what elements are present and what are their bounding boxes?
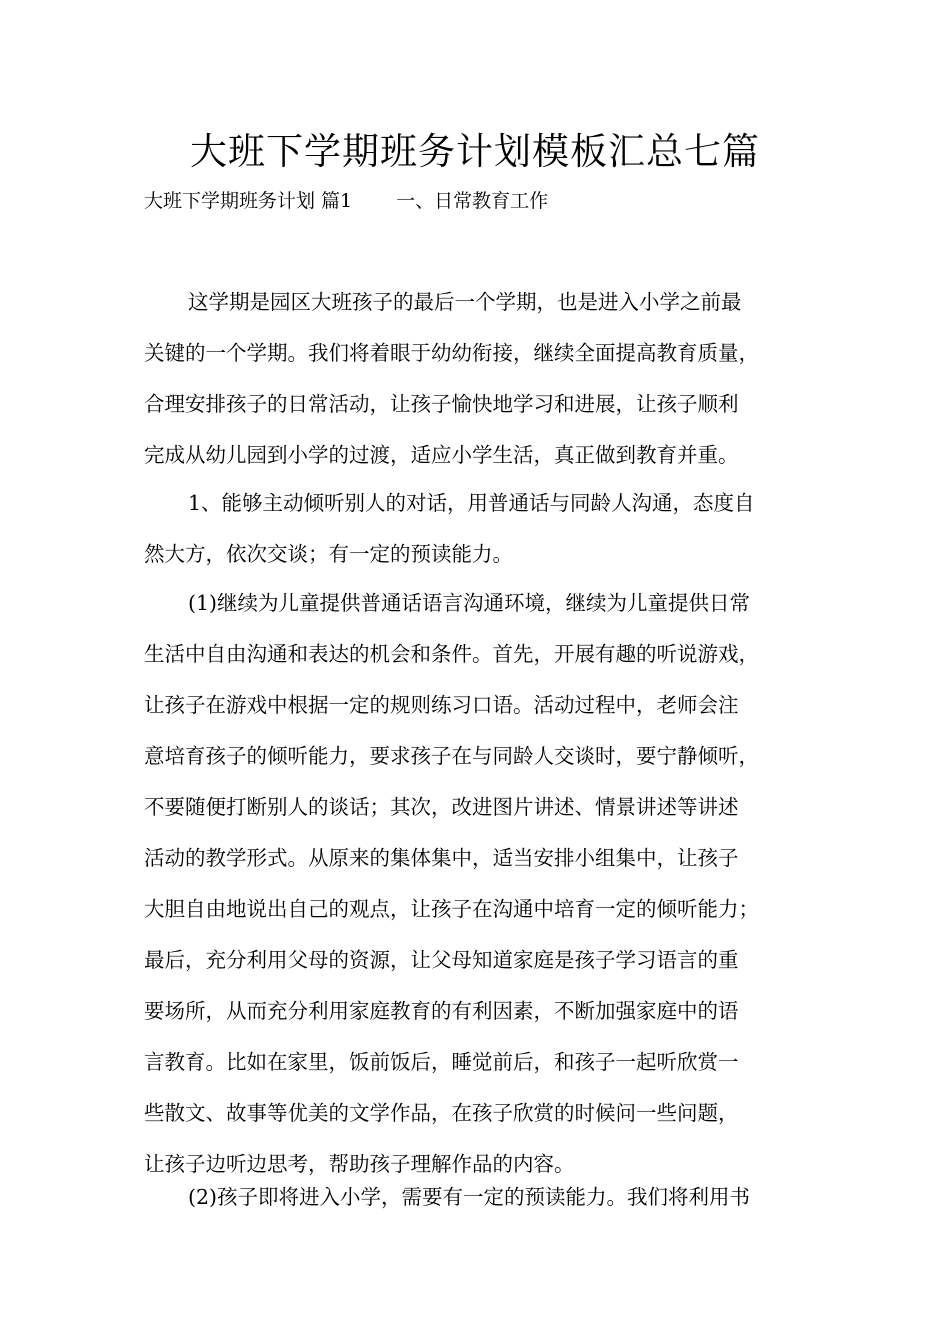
plan-subtitle: 大班下学期班务计划 篇1	[144, 190, 353, 212]
paragraph-line: 不要随便打断别人的谈话；其次，改进图片讲述、情景讲述等讲述	[144, 795, 739, 819]
paragraph-line: 要场所，从而充分利用家庭教育的有利因素，不断加强家庭中的语	[144, 999, 739, 1023]
paragraph-line: 合理安排孩子的日常活动，让孩子愉快地学习和进展，让孩子顺利	[144, 392, 739, 416]
paragraph-line: 言教育。比如在家里，饭前饭后，睡觉前后，和孩子一起听欣赏一	[144, 1050, 739, 1074]
subtitle-row	[144, 184, 548, 218]
paragraph-1	[144, 277, 824, 481]
paragraph-4	[144, 1172, 824, 1223]
paragraph-line: 些散文、故事等优美的文学作品，在孩子欣赏的时候问一些问题，	[144, 1101, 739, 1125]
paragraph-line: 最后，充分利用父母的资源，让父母知道家庭是孩子学习语言的重	[144, 948, 739, 972]
paragraph-line: (1)继续为儿童提供普通话语言沟通环境，继续为儿童提供日常	[188, 591, 751, 615]
paragraph-line: (2)孩子即将进入小学，需要有一定的预读能力。我们将利用书	[188, 1185, 751, 1209]
paragraph-line: 意培育孩子的倾听能力，要求孩子在与同龄人交谈时，要宁静倾听，	[144, 744, 759, 768]
paragraph-line: 生活中自由沟通和表达的机会和条件。首先，开展有趣的听说游戏，	[144, 642, 759, 666]
paragraph-2	[144, 478, 824, 580]
paragraph-line: 活动的教学形式。从原来的集体集中，适当安排小组集中，让孩子	[144, 846, 739, 870]
paragraph-line: 让孩子在游戏中根据一定的规则练习口语。活动过程中，老师会注	[144, 693, 739, 717]
paragraph-line: 关键的一个学期。我们将着眼于幼幼衔接，继续全面提高教育质量，	[144, 341, 759, 365]
paragraph-3	[144, 578, 824, 1190]
document-title: 大班下学期班务计划模板汇总七篇	[190, 130, 760, 173]
section-heading: 一、日常教育工作	[396, 190, 549, 212]
paragraph-line: 大胆自由地说出自己的观点，让孩子在沟通中培育一定的倾听能力；	[144, 897, 759, 921]
paragraph-line: 完成从幼儿园到小学的过渡，适应小学生活，真正做到教育并重。	[144, 443, 739, 467]
paragraph-line: 然大方，依次交谈；有一定的预读能力。	[144, 542, 513, 566]
paragraph-line: 这学期是园区大班孩子的最后一个学期，也是进入小学之前最	[188, 290, 742, 314]
paragraph-line: 让孩子边听边思考，帮助孩子理解作品的内容。	[144, 1152, 575, 1176]
paragraph-line: 1、能够主动倾听别人的对话，用普通话与同龄人沟通，态度自	[188, 491, 755, 515]
